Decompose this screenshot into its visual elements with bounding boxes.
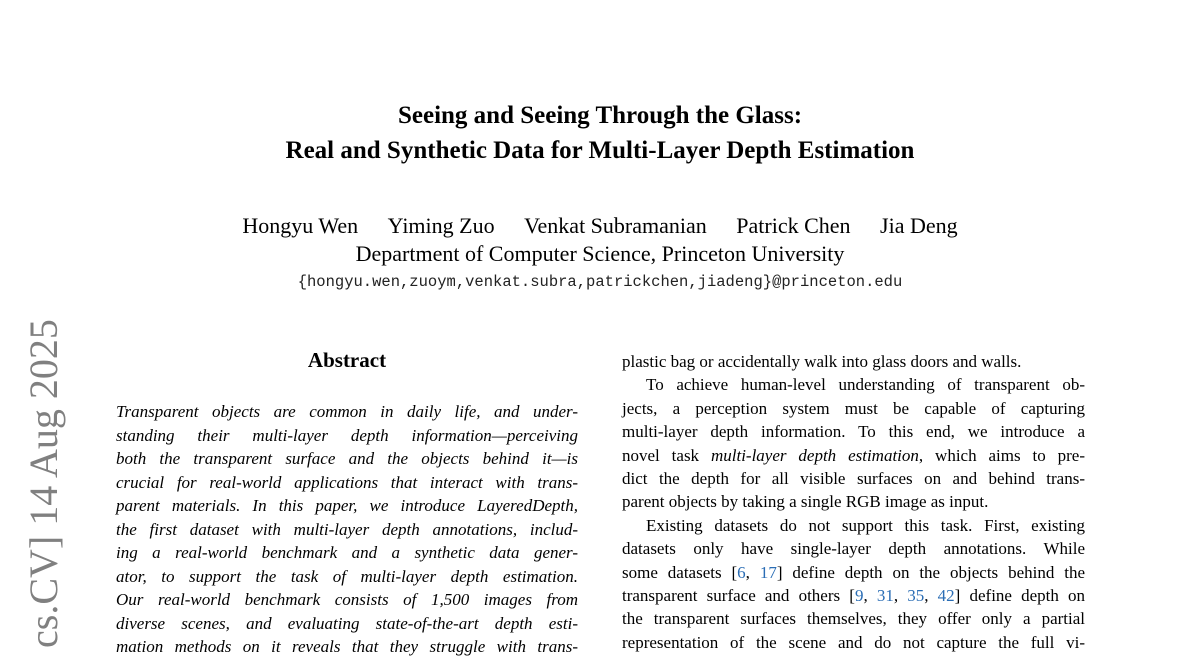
- intro-line: jects, a perception system must be capable of capturing: [622, 398, 1085, 418]
- intro-text: ] define depth on the objects behind the: [776, 562, 1086, 582]
- task-name-emphasis: multi-layer depth estimation: [710, 445, 919, 465]
- abstract-line: parent materials. In this paper, we introduce LayeredDepth,: [116, 496, 578, 515]
- abstract-line: Transparent objects are common in daily life, and under-: [116, 402, 578, 421]
- paper-title: [0, 98, 1200, 168]
- intro-line: [622, 561, 1085, 584]
- intro-text: ] define depth on: [954, 586, 1086, 606]
- intro-line: dict the depth for all visible surfaces on and behind trans-: [622, 469, 1085, 489]
- citation-link[interactable]: 31: [876, 586, 894, 606]
- intro-text: transparent surface and others [: [622, 586, 855, 606]
- author-list: [0, 212, 1200, 240]
- abstract-line: standing their multi-layer depth information—perceiving: [116, 425, 578, 445]
- affiliation: Department of Computer Science, Princeton University: [355, 241, 845, 266]
- title-line-1: Seeing and Seeing Through the Glass:: [397, 102, 803, 129]
- citation-link[interactable]: 6: [737, 562, 746, 582]
- intro-text: novel task: [622, 445, 711, 465]
- abstract-line: Our real-world benchmark consists of 1,500 images from: [116, 590, 578, 609]
- intro-line: Existing datasets do not support this task. First, existing: [646, 515, 1085, 535]
- abstract-line: mation methods on it reveals that they struggle with trans-: [116, 637, 578, 656]
- author-name: Yiming Zuo: [387, 213, 495, 238]
- author-name: Hongyu Wen: [242, 213, 359, 238]
- abstract-line: crucial for real-world applications that interact with trans-: [116, 472, 578, 492]
- abstract-line: both the transparent surface and the objects behind it—is: [116, 449, 578, 468]
- intro-line: representation of the scene and do not capture the full vi-: [622, 632, 1085, 652]
- intro-line: multi-layer depth information. To this end, we introduce a: [622, 422, 1085, 442]
- citation-link[interactable]: 35: [907, 586, 925, 606]
- intro-text: ,: [863, 586, 877, 606]
- citation-link[interactable]: 17: [759, 562, 777, 582]
- abstract-line: ing a real-world benchmark and a synthetic data gener-: [116, 543, 578, 562]
- abstract-line: the first dataset with multi-layer depth annotations, includ-: [116, 519, 578, 539]
- intro-line: parent objects by taking a single RGB image as input.: [622, 492, 989, 512]
- author-name: Venkat Subramanian: [524, 213, 707, 238]
- intro-text: ,: [893, 586, 908, 606]
- intro-text: , which aims to pre-: [918, 445, 1086, 465]
- intro-text: ,: [745, 562, 760, 582]
- introduction-column: [622, 350, 1085, 654]
- arxiv-stamp: cs.CV] 14 Aug 2025: [21, 319, 66, 648]
- abstract-line: ator, to support the task of multi-layer depth estimation.: [116, 566, 578, 586]
- intro-line: datasets only have single-layer depth annotations. While: [622, 539, 1085, 559]
- intro-text: some datasets [: [622, 562, 738, 582]
- author-name: Jia Deng: [880, 213, 958, 238]
- abstract-heading: Abstract: [307, 348, 387, 372]
- citation-link[interactable]: 9: [854, 586, 864, 606]
- author-emails: {hongyu.wen,zuoym,venkat.subra,patrickchen,jiadeng}@princeton.edu: [297, 273, 903, 291]
- citation-link[interactable]: 42: [937, 586, 955, 606]
- intro-line: [622, 584, 1085, 607]
- title-line-2: Real and Synthetic Data for Multi-Layer Depth Estimation: [285, 137, 915, 164]
- intro-line: plastic bag or accidentally walk into glass doors and walls.: [622, 352, 1022, 371]
- intro-line: [622, 444, 1085, 467]
- intro-text: ,: [924, 586, 938, 606]
- abstract-body: [116, 400, 578, 659]
- intro-line: the transparent surfaces themselves, they offer only a partial: [622, 609, 1085, 629]
- author-name: Patrick Chen: [736, 213, 851, 238]
- abstract-line: diverse scenes, and evaluating state-of-the-art depth esti-: [116, 613, 578, 633]
- intro-line: To achieve human-level understanding of transparent ob-: [646, 375, 1085, 395]
